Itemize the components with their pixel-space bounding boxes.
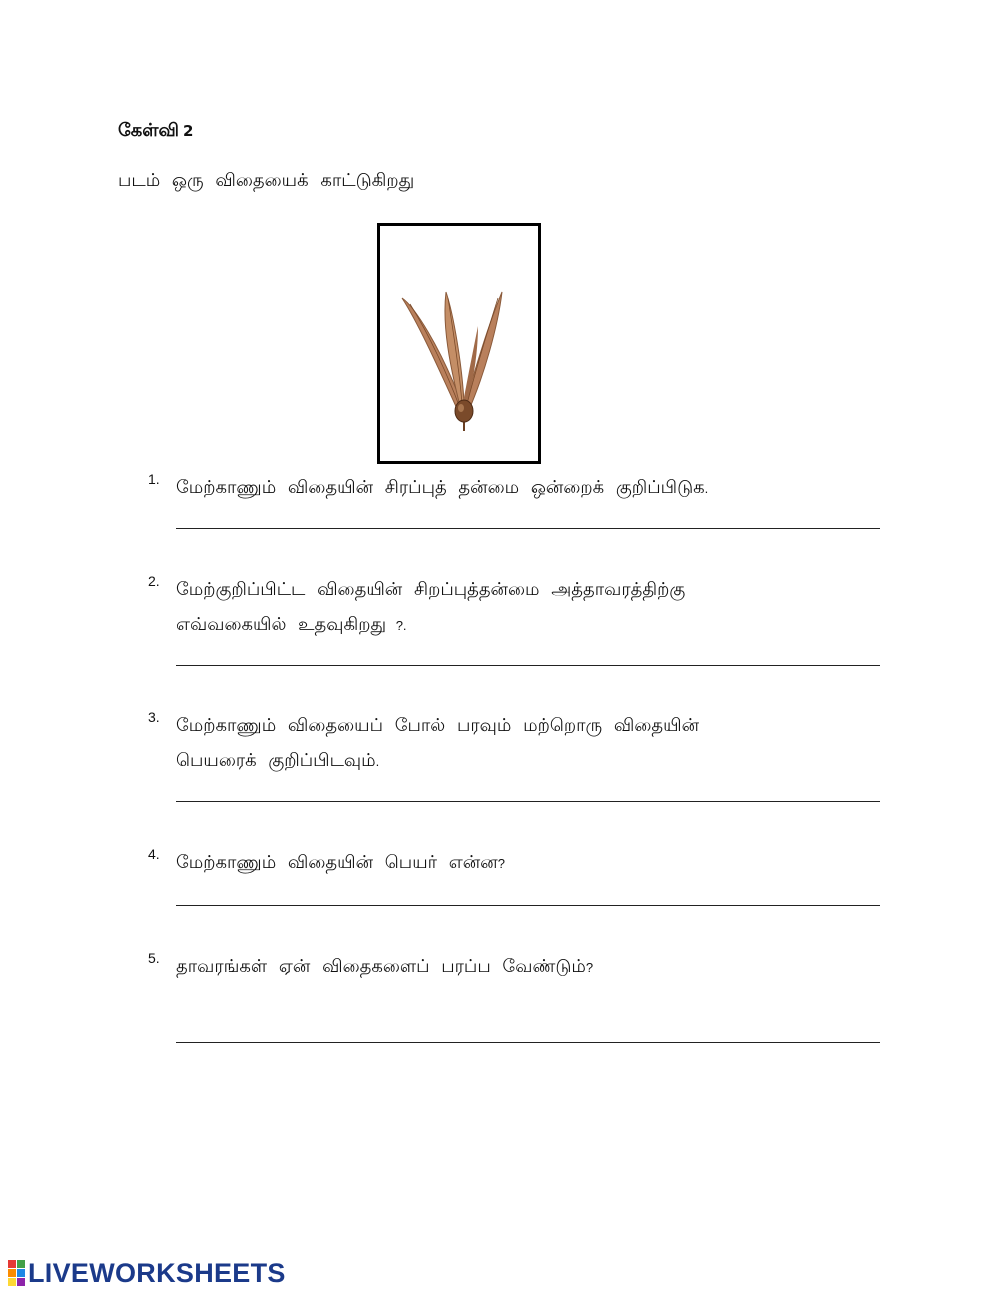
answer-field-4[interactable] xyxy=(176,885,880,906)
intro-text: படம் ஒரு விதையைக் காட்டுகிறது xyxy=(118,170,415,191)
question-number: 2. xyxy=(148,573,160,589)
question-text: மேற்காணும் விதையைப் போல் பரவும் மற்றொரு விதையின் பெயரைக் குறிப்பிடவும். xyxy=(176,715,700,771)
question-1 xyxy=(148,470,708,506)
question-heading xyxy=(118,120,193,143)
question-text: மேற்காணும் விதையின் சிரப்புத் தன்மை ஒன்றைக் குறிப்பிடுக. xyxy=(176,477,709,498)
liveworksheets-logo xyxy=(8,1258,286,1288)
answer-field-5[interactable] xyxy=(176,1022,880,1043)
heading-word: கேள்வி xyxy=(118,120,180,141)
winged-seed-icon xyxy=(380,226,538,461)
question-number: 4. xyxy=(148,846,160,862)
brand-logo-icon xyxy=(8,1260,25,1286)
heading-number: 2 xyxy=(183,122,194,140)
question-text: தாவரங்கள் ஏன் விதைகளைப் பரப்ப வேண்டும்? xyxy=(176,956,594,977)
question-number: 3. xyxy=(148,709,160,725)
answer-field-1[interactable] xyxy=(176,508,880,529)
seed-figure xyxy=(377,223,541,464)
question-5 xyxy=(148,949,593,985)
question-number: 5. xyxy=(148,950,160,966)
answer-field-2[interactable] xyxy=(176,645,880,666)
question-text: மேற்குறிப்பிட்ட விதையின் சிறப்புத்தன்மை அத்தாவரத்திற்கு எவ்வகையில் உதவுகிறது ?. xyxy=(176,579,686,635)
question-number: 1. xyxy=(148,471,160,487)
brand-name: LIVEWORKSHEETS xyxy=(28,1257,286,1288)
question-text: மேற்காணும் விதையின் பெயர் என்ன? xyxy=(176,852,505,873)
question-2 xyxy=(148,572,685,643)
question-4 xyxy=(148,845,505,881)
question-3 xyxy=(148,708,699,779)
answer-field-3[interactable] xyxy=(176,781,880,802)
